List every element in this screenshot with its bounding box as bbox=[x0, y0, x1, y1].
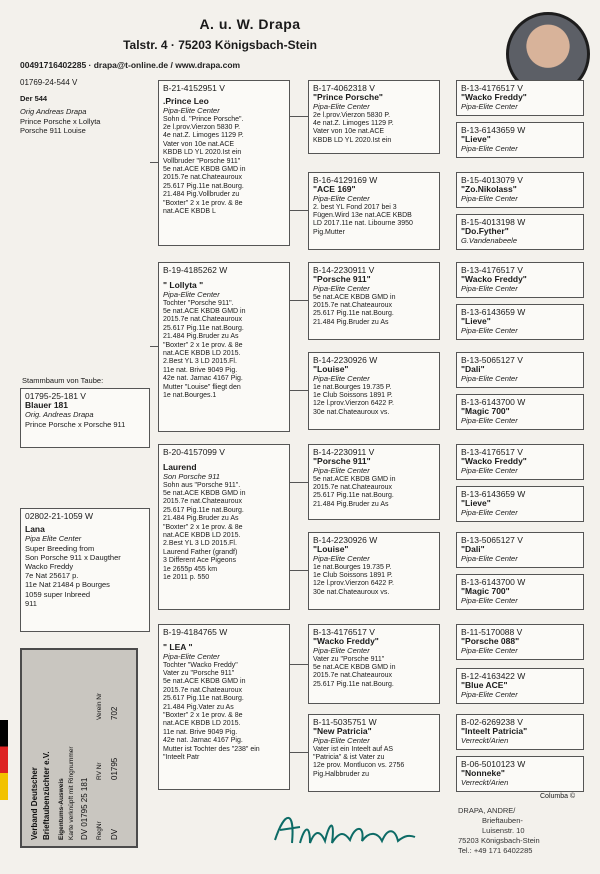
stammbaum-label: Stammbaum von Taube: bbox=[22, 376, 104, 385]
gen3-box-10 bbox=[456, 486, 584, 522]
gen1-ring: B-19-4185262 W bbox=[163, 265, 228, 275]
gen2-box-6 bbox=[308, 532, 440, 610]
gen3-name: "Wacko Freddy" bbox=[461, 92, 527, 103]
gen3-box-2 bbox=[456, 122, 584, 158]
footer-address bbox=[458, 806, 598, 856]
gen3-name: "Lieve" bbox=[461, 498, 491, 509]
gen1-name: " LEA " bbox=[163, 642, 193, 653]
gen3-name: "Inteelt Patricia" bbox=[461, 726, 528, 737]
breeder-address: Talstr. 4 · 75203 Königsbach-Stein bbox=[123, 38, 317, 52]
breeder-name: A. u. W. Drapa bbox=[199, 16, 301, 32]
gen3-sub: Pipa-Elite Center bbox=[461, 102, 518, 112]
gen3-sub: Pipa-Elite Center bbox=[461, 596, 518, 606]
gen1-ring: B-19-4184765 W bbox=[163, 627, 228, 637]
gen3-sub: Pipa-Elite Center bbox=[461, 284, 518, 294]
lana-ring: 02802-21-1059 W bbox=[25, 511, 94, 521]
gen2-desc: 5e nat.ACE KBDB GMD in 2015.7e nat.Chateauroux 25.617 Pig.11e nat.Bourg. 21.484 Pig.Bruder zu As bbox=[313, 293, 396, 326]
gen3-box-1 bbox=[456, 80, 584, 116]
card-col-verein: Verein Nr bbox=[96, 692, 103, 720]
gen2-ring: B-17-4062318 V bbox=[313, 83, 375, 93]
gen1-name: " Lollyta " bbox=[163, 280, 204, 291]
gen1-name: Laurend bbox=[163, 462, 197, 473]
footer-tel: Tel.: +49 171 6402285 bbox=[458, 846, 533, 855]
gen3-ring: B-13-4176517 V bbox=[461, 447, 523, 457]
gen3-sub: Pipa-Elite Center bbox=[461, 466, 518, 476]
gen3-box-4 bbox=[456, 214, 584, 250]
footer-city: 75203 Königsbach-Stein bbox=[458, 836, 540, 845]
gen2-sub: Pipa-Elite Center bbox=[313, 736, 370, 746]
gen3-name: "Wacko Freddy" bbox=[461, 274, 527, 285]
gen1-desc: Tochter "Wacko Freddy" Vater zu "Porsche 911" 5e nat.ACE KBDB GMD in 2015.7e nat.Chateauroux 25.617 Pig.11e nat.Bourg. 21.484 Pig.Vater zu As "Boxter" 2 x 1e prov. & 8e nat.ACE KBDB LD 2015. 11e nat. Brive 9049 Pig. 42e nat. Jarnac 4167 Pig. Mutter ist Tochter des "238" ein "Inteelt Patr bbox=[163, 661, 260, 762]
subject-ring: 01769-24-544 V bbox=[20, 78, 78, 87]
lana-desc: Super Breeding from Son Porsche 911 x Daugther Wacko Freddy 7e Nat 25617 p. 11e Nat 21484 p Bourges 1059 super Inbreed 911 bbox=[25, 543, 121, 608]
gen3-sub: Pipa-Elite Center bbox=[461, 554, 518, 564]
gen2-box-7 bbox=[308, 624, 440, 704]
gen2-desc: 1e nat.Bourges 19.735 P. 1e Club Soissons 1891 P. 12e l.prov.Vierzon 6422 P. 30e nat.Chateauroux vs. bbox=[313, 563, 394, 596]
card-ring: DV 01795 25 181 bbox=[80, 777, 89, 840]
gen3-name: "Porsche 088" bbox=[461, 636, 520, 647]
card-val-regnr: DV bbox=[110, 828, 119, 840]
gen3-sub: G.Vandenabeele bbox=[461, 236, 518, 246]
gen3-name: "Do.Fyther" bbox=[461, 226, 509, 237]
gen3-ring: B-13-6143700 W bbox=[461, 397, 526, 407]
gen1-sub: Pipa-Elite Center bbox=[163, 106, 220, 116]
gen3-sub: Verreckt/Arien bbox=[461, 736, 509, 746]
blauer-ring: 01795-25-181 V bbox=[25, 391, 86, 401]
card-col-rvnr: RV Nr bbox=[96, 762, 103, 780]
gen3-sub: Pipa-Elite Center bbox=[461, 144, 518, 154]
gen2-box-1 bbox=[308, 80, 440, 154]
subject-parents-line2: Porsche 911 Louise bbox=[20, 126, 86, 135]
gen1-ring: B-21-4152951 V bbox=[163, 83, 225, 93]
connector-line bbox=[290, 210, 308, 211]
subject-name: Der 544 bbox=[20, 93, 48, 103]
gen3-sub: Pipa-Elite Center bbox=[461, 416, 518, 426]
connector-line bbox=[290, 664, 308, 665]
gen3-name: "Dali" bbox=[461, 364, 485, 375]
gen2-sub: Pipa-Elite Center bbox=[313, 554, 370, 564]
gen3-box-12 bbox=[456, 574, 584, 610]
signature bbox=[270, 805, 420, 860]
connector-line bbox=[290, 300, 308, 301]
gen3-ring: B-13-6143700 W bbox=[461, 577, 526, 587]
flag-stripe bbox=[0, 720, 8, 800]
card-line1: Verband Deutscher bbox=[30, 767, 39, 840]
gen2-name: "Louise" bbox=[313, 364, 349, 375]
gen3-ring: B-13-6143659 W bbox=[461, 125, 526, 135]
gen3-sub: Pipa-Elite Center bbox=[461, 690, 518, 700]
gen2-name: "Louise" bbox=[313, 544, 349, 555]
gen2-ring: B-13-4176517 V bbox=[313, 627, 375, 637]
gen2-desc: 5e nat.ACE KBDB GMD in 2015.7e nat.Chateauroux 25.617 Pig.11e nat.Bourg. 21.484 Pig.Bruder zu As bbox=[313, 475, 396, 508]
gen3-box-16 bbox=[456, 756, 584, 792]
gen1-name: .Prince Leo bbox=[163, 96, 209, 107]
gen3-sub: Pipa-Elite Center bbox=[461, 194, 518, 204]
gen3-box-9 bbox=[456, 444, 584, 480]
gen1-desc: Tochter "Porsche 911". 5e nat.ACE KBDB GMD in 2015.7e nat.Chateauroux 25.617 Pig.11e nat.Bourg. 21.484 Pig.Bruder zu As "Boxter" 2 x 1e prov. & 8e nat.ACE KBDB LD 2015. 2.Best YL 3 LD 2015.Fl. 11e nat. Brive 9049 Pig. 42e nat. Jarnac 4167 Pig. Mutter "Louise" fliegt den 1e nat.Bourges.1 bbox=[163, 299, 246, 400]
connector-line bbox=[150, 346, 158, 347]
gen3-ring: B-13-4176517 V bbox=[461, 265, 523, 275]
gen3-ring: B-15-4013198 W bbox=[461, 217, 526, 227]
gen2-box-8 bbox=[308, 714, 440, 792]
gen2-name: "Porsche 911" bbox=[313, 456, 371, 467]
gen2-ring: B-14-2230926 W bbox=[313, 535, 378, 545]
gen2-desc: 2e l.prov.Vierzon 5830 P. 4e nat.Z. Limoges 1129 P. Vater von 10e nat.ACE KBDB LD YL 2020.Ist ein bbox=[313, 111, 394, 144]
gen3-box-14 bbox=[456, 668, 584, 704]
connector-line bbox=[290, 570, 308, 571]
blauer-parents: Prince Porsche x Porsche 911 bbox=[25, 419, 126, 429]
gen2-ring: B-14-2230926 W bbox=[313, 355, 378, 365]
gen3-name: "Zo.Nikolass" bbox=[461, 184, 517, 195]
gen2-sub: Pipa-Elite Center bbox=[313, 284, 370, 294]
gen3-name: "Lieve" bbox=[461, 134, 491, 145]
gen2-desc: Vater ist ein Inteelt auf AS "Patricia" & ist Vater zu 12e prov. Montlucon vs. 2756 Pig.Halbbruder zu bbox=[313, 745, 405, 778]
gen3-name: "Blue ACE" bbox=[461, 680, 508, 691]
gen3-ring: B-13-6143659 W bbox=[461, 307, 526, 317]
gen2-box-5 bbox=[308, 444, 440, 520]
gen2-sub: Pipa-Elite Center bbox=[313, 466, 370, 476]
gen3-sub: Pipa-Elite Center bbox=[461, 374, 518, 384]
gen3-ring: B-13-4176517 V bbox=[461, 83, 523, 93]
gen3-name: "Magic 700" bbox=[461, 586, 510, 597]
gen3-box-3 bbox=[456, 172, 584, 208]
gen2-ring: B-11-5035751 W bbox=[313, 717, 377, 727]
gen3-box-15 bbox=[456, 714, 584, 750]
gen3-ring: B-06-5010123 W bbox=[461, 759, 526, 769]
gen3-ring: B-12-4163422 W bbox=[461, 671, 526, 681]
blauer-name: Blauer 181 bbox=[25, 400, 68, 411]
gen2-ring: B-14-2230911 V bbox=[313, 265, 375, 275]
footer-street: Luisenstr. 10 bbox=[482, 826, 525, 835]
gen3-box-11 bbox=[456, 532, 584, 568]
columba-credit: Columba © bbox=[540, 793, 576, 800]
connector-line bbox=[290, 482, 308, 483]
connector-line bbox=[290, 752, 308, 753]
gen2-name: "Porsche 911" bbox=[313, 274, 371, 285]
blauer-box bbox=[20, 388, 150, 448]
gen2-sub: Pipa-Elite Center bbox=[313, 102, 370, 112]
gen1-sub: Pipa-Elite Center bbox=[163, 290, 220, 300]
gen3-sub: Pipa-Elite Center bbox=[461, 646, 518, 656]
card-line4: Karte verknüpft mit Ringnummer bbox=[68, 746, 75, 840]
subject-parents: Prince Porsche x Lollyta bbox=[20, 116, 101, 126]
gen3-name: "Lieve" bbox=[461, 316, 491, 327]
gen3-ring: B-02-6269238 V bbox=[461, 717, 523, 727]
gen3-sub: Pipa-Elite Center bbox=[461, 326, 518, 336]
card-line3: Eigentums-Ausweis bbox=[58, 778, 65, 840]
gen3-sub: Verreckt/Arien bbox=[461, 778, 509, 788]
gen3-ring: B-13-6143659 W bbox=[461, 489, 526, 499]
gen2-box-2 bbox=[308, 172, 440, 250]
gen2-name: "ACE 169" bbox=[313, 184, 356, 195]
card-line2: Brieftaubenzüchter e.V. bbox=[42, 751, 51, 840]
gen2-ring: B-16-4129169 W bbox=[313, 175, 378, 185]
breeder-contact: 00491716402285 · drapa@t-online.de / www.drapa.com bbox=[20, 60, 241, 70]
connector-line bbox=[150, 162, 158, 163]
gen2-sub: Pipa-Elite Center bbox=[313, 374, 370, 384]
lana-sub: Pipa Elite Center bbox=[25, 534, 82, 544]
gen3-ring: B-11-5170088 V bbox=[461, 627, 523, 637]
subject-pigeon bbox=[20, 78, 150, 136]
gen2-sub: Pipa-Elite Center bbox=[313, 646, 370, 656]
gen1-sub: Pipa-Elite Center bbox=[163, 652, 220, 662]
gen3-box-8 bbox=[456, 394, 584, 430]
gen3-box-5 bbox=[456, 262, 584, 298]
gen2-box-4 bbox=[308, 352, 440, 430]
footer-owner: DRAPA, ANDRE/ bbox=[458, 806, 516, 815]
gen3-box-7 bbox=[456, 352, 584, 388]
gen1-box-2 bbox=[158, 262, 290, 432]
gen2-name: "Prince Porsche" bbox=[313, 92, 383, 103]
gen3-box-6 bbox=[456, 304, 584, 340]
card-col-regnr: RegNr bbox=[96, 821, 103, 840]
ownership-card bbox=[20, 648, 138, 848]
gen3-ring: B-13-5065127 V bbox=[461, 355, 523, 365]
gen1-ring: B-20-4157099 V bbox=[163, 447, 225, 457]
gen2-name: "Wacko Freddy" bbox=[313, 636, 379, 647]
gen2-sub: Pipa-Elite Center bbox=[313, 194, 370, 204]
footer-line1: Brieftauben- bbox=[482, 816, 523, 825]
gen1-sub: Son Porsche 911 bbox=[163, 472, 220, 482]
gen2-desc: Vater zu "Porsche 911" 5e nat.ACE KBDB GMD in 2015.7e nat.Chateauroux 25.617 Pig.11e nat.Bourg. bbox=[313, 655, 396, 688]
connector-line bbox=[290, 390, 308, 391]
gen1-desc: Sohn aus "Porsche 911". 5e nat.ACE KBDB GMD in 2015.7e nat.Chateauroux 25.617 Pig.11e nat.Bourg. 21.484 Pig.Bruder zu As "Boxter" 2 x 1e prov. & 8e nat.ACE KBDB LD 2015. 2.Best YL 3 LD 2015.Fl. Laurend Father (grandf) 3 Different Ace Pigeons 1e 2655p 455 km 1e 2011 p. 550 bbox=[163, 481, 246, 582]
gen2-ring: B-14-2230911 V bbox=[313, 447, 375, 457]
card-val-rvnr: 01795 bbox=[110, 757, 119, 780]
gen3-name: "Dali" bbox=[461, 544, 485, 555]
gen3-name: "Wacko Freddy" bbox=[461, 456, 527, 467]
gen2-name: "New Patricia" bbox=[313, 726, 372, 737]
gen1-box-1 bbox=[158, 80, 290, 246]
gen2-desc: 1e nat.Bourges 19.735 P. 1e Club Soissons 1891 P. 12e l.prov.Vierzon 6422 P. 30e nat.Chateauroux vs. bbox=[313, 383, 394, 416]
subject-breeder: Orig Andreas Drapa bbox=[20, 107, 87, 116]
gen2-box-3 bbox=[308, 262, 440, 340]
connector-line bbox=[290, 116, 308, 117]
blauer-breeder: Orig. Andreas Drapa bbox=[25, 410, 94, 420]
gen3-box-13 bbox=[456, 624, 584, 660]
gen3-ring: B-13-5065127 V bbox=[461, 535, 523, 545]
gen3-ring: B-15-4013079 V bbox=[461, 175, 523, 185]
gen1-box-4 bbox=[158, 624, 290, 790]
gen3-name: "Magic 700" bbox=[461, 406, 510, 417]
gen2-desc: 2. best YL Fond 2017 bei 3 Fügen.Wird 13e nat.ACE KBDB LD 2017.11e nat. Libourne 3950 Pig.Mutter bbox=[313, 203, 413, 236]
gen3-name: "Nonneke" bbox=[461, 768, 505, 779]
lana-box bbox=[20, 508, 150, 632]
card-val-verein: 702 bbox=[110, 706, 119, 720]
lana-name: Lana bbox=[25, 524, 45, 535]
gen1-desc: Sohn d. "Prince Porsche". 2e l.prov.Vierzon 5830 P. 4e nat.Z. Limoges 1129 P. Vater von 10e nat.ACE KBDB LD YL 2020.Ist ein Vollbruder "Porsche 911" 5e nat.ACE KBDB GMD in 2015.7e nat.Chateauroux 25.617 Pig.11e nat.Bourg. 21.484 Pig.Vollbruder zu "Boxter" 2 x 1e prov. & 8e nat.ACE KBDB L bbox=[163, 115, 246, 216]
gen1-box-3 bbox=[158, 444, 290, 610]
gen3-sub: Pipa-Elite Center bbox=[461, 508, 518, 518]
